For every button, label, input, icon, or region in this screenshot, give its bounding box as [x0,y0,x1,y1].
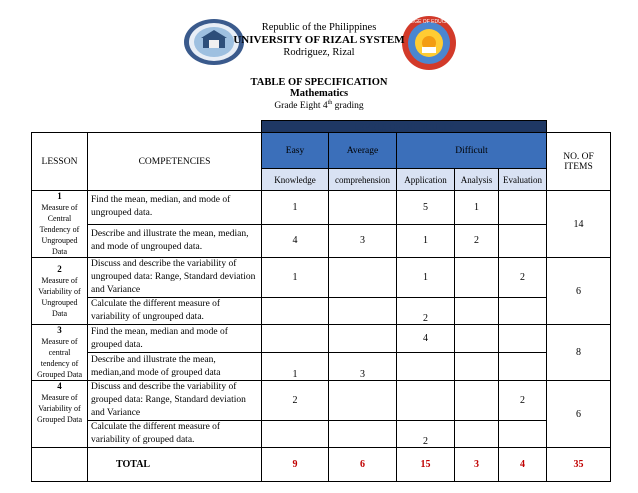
items-cell: 6 [547,258,611,325]
grade-level: Grade Eight 4th grading [274,100,364,111]
evaluation-cell [499,421,547,448]
analysis-cell [455,353,499,381]
items-cell: 8 [547,325,611,381]
comprehension-cell [329,381,397,421]
knowledge-cell: 2 [262,381,329,421]
items-cell: 6 [547,381,611,448]
table-row [32,325,611,353]
specification-table [31,120,611,482]
evaluation-cell [499,224,547,258]
analysis-cell [455,298,499,325]
analysis-cell [455,325,499,353]
table-row [32,421,611,448]
knowledge-cell [262,298,329,325]
knowledge-cell: 4 [262,224,329,258]
easy-header: Easy [262,133,329,169]
comprehension-cell: 3 [329,224,397,258]
total-items: 35 [547,448,611,482]
comprehension-subheader: comprehension [329,169,397,191]
knowledge-cell: 1 [262,258,329,298]
lesson-cell: 4 Measure of Variability of Grouped Data [32,381,88,448]
header-university: UNIVERSITY OF RIZAL SYSTEM [233,34,405,46]
college-logo-text: COLLEGE OF EDUCATION [398,19,460,25]
total-application: 15 [397,448,455,482]
evaluation-cell: 2 [499,258,547,298]
application-cell: 4 [397,325,455,353]
competency-cell: Discuss and describe the variability of grouped data: Range, Standard deviation and Variance [88,381,262,421]
competency-cell: Find the mean, median, and mode of ungrouped data. [88,191,262,225]
application-cell: 2 [397,421,455,448]
evaluation-cell: 2 [499,381,547,421]
knowledge-cell: 1 [262,191,329,225]
difficult-header: Difficult [397,133,547,169]
table-row [32,258,611,298]
competency-cell: Find the mean, median and mode of grouped data. [88,325,262,353]
table-row [32,191,611,225]
levels-of-difficulty-header: LEVELS OF DIFFICULTY [262,121,547,133]
comprehension-cell [329,325,397,353]
total-analysis: 3 [455,448,499,482]
comprehension-cell [329,421,397,448]
comprehension-cell [329,258,397,298]
header-location: Rodriguez, Rizal [283,47,355,58]
lesson-cell: 3 Measure of central tendency of Grouped Data [32,325,88,381]
table-row [32,381,611,421]
evaluation-cell [499,325,547,353]
evaluation-cell [499,298,547,325]
average-header: Average [329,133,397,169]
evaluation-cell [499,191,547,225]
total-evaluation: 4 [499,448,547,482]
comprehension-cell [329,298,397,325]
document-title: TABLE OF SPECIFICATION [250,77,388,88]
no-of-items-header: NO. OF ITEMS [547,133,611,191]
subject-title: Mathematics [289,88,349,99]
lesson-cell: 2 Measure of Variability of Ungrouped Data [32,258,88,325]
analysis-cell [455,421,499,448]
lesson-column-header: LESSON [32,133,88,191]
total-knowledge: 9 [262,448,329,482]
table-row [32,298,611,325]
evaluation-subheader: Evaluation [499,169,547,191]
lesson-cell: 1 Measure of Central Tendency of Ungrouped Data [32,191,88,258]
comprehension-cell [329,191,397,225]
competency-cell: Describe and illustrate the mean, median, and mode of ungrouped data. [88,224,262,258]
competency-cell: Calculate the different measure of variability of ungrouped data. [88,298,262,325]
application-cell: 5 [397,191,455,225]
analysis-cell: 1 [455,191,499,225]
knowledge-cell [262,325,329,353]
evaluation-cell [499,353,547,381]
header-country: Republic of the Philippines [261,22,377,33]
analysis-subheader: Analysis [455,169,499,191]
comprehension-cell: 3 [329,353,397,381]
analysis-cell: 2 [455,224,499,258]
application-cell: 1 [397,224,455,258]
application-cell: 2 [397,298,455,325]
application-subheader: Application [397,169,455,191]
knowledge-subheader: Knowledge [262,169,329,191]
competency-cell: Discuss and describe the variability of ungrouped data: Range, Standard deviation and Variance [88,258,262,298]
analysis-cell [455,258,499,298]
competency-cell: Describe and illustrate the mean, median,and mode of grouped data [88,353,262,381]
application-cell [397,353,455,381]
application-cell: 1 [397,258,455,298]
total-label: TOTAL [88,448,262,482]
competency-cell: Calculate the different measure of variability of grouped data. [88,421,262,448]
total-row [32,448,611,482]
knowledge-cell: 1 [262,353,329,381]
table-row [32,353,611,381]
table-row [32,224,611,258]
knowledge-cell [262,421,329,448]
analysis-cell [455,381,499,421]
application-cell [397,381,455,421]
total-comprehension: 6 [329,448,397,482]
competencies-column-header: COMPETENCIES [88,133,262,191]
items-cell: 14 [547,191,611,258]
